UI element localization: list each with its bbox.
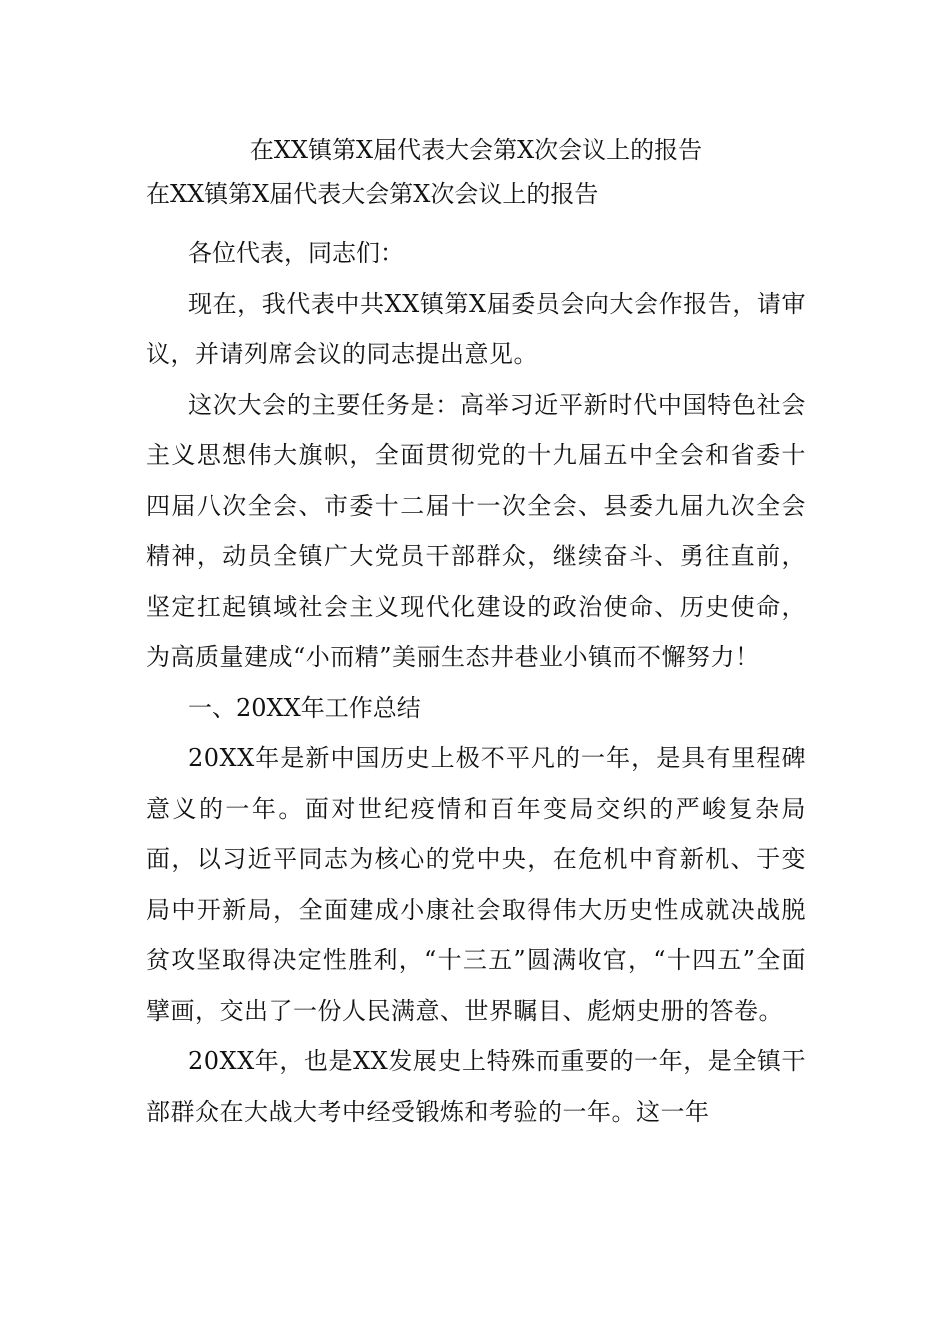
paragraph-town-summary: 20XX年，也是XX发展史上特殊而重要的一年，是全镇干部群众在大战大考中经受锻炼和考验的一年。这一年 (146, 1047, 806, 1126)
section-heading: 一、20XX年工作总结 (188, 693, 421, 722)
document-title: 在XX镇第X届代表大会第X次会议上的报告 (249, 136, 703, 164)
document-subtitle: 在XX镇第X届代表大会第X次会议上的报告 (146, 180, 599, 208)
paragraph-main-tasks: 这次大会的主要任务是：高举习近平新时代中国特色社会主义思想伟大旗帜，全面贯彻党的十九届五中全会和省委十四届八次全会、市委十二届十一次全会、县委九届九次全会精神，动员全镇广大党员干部群众，继续奋斗、勇往直前，坚定扛起镇域社会主义现代化建设的政治使命、历史使命，为高质量建成“小而精”美丽生态井巷业小镇而不懈努力！ (146, 390, 806, 671)
salutation: 各位代表，同志们： (188, 239, 404, 267)
paragraph-intro: 现在，我代表中共XX镇第X届委员会向大会作报告，请审议，并请列席会议的同志提出意见。 (146, 289, 806, 368)
paragraph-year-summary: 20XX年是新中国历史上极不平凡的一年，是具有里程碑意义的一年。面对世纪疫情和百年变局交织的严峻复杂局面，以习近平同志为核心的党中央，在危机中育新机、于变局中开新局，全面建成小康社会取得伟大历史性成就决战脱贫攻坚取得决定性胜利，“十三五”圆满收官，“十四五”全面擘画，交出了一份人民满意、世界瞩目、彪炳史册的答卷。 (146, 744, 806, 1025)
document-body (146, 128, 806, 1137)
